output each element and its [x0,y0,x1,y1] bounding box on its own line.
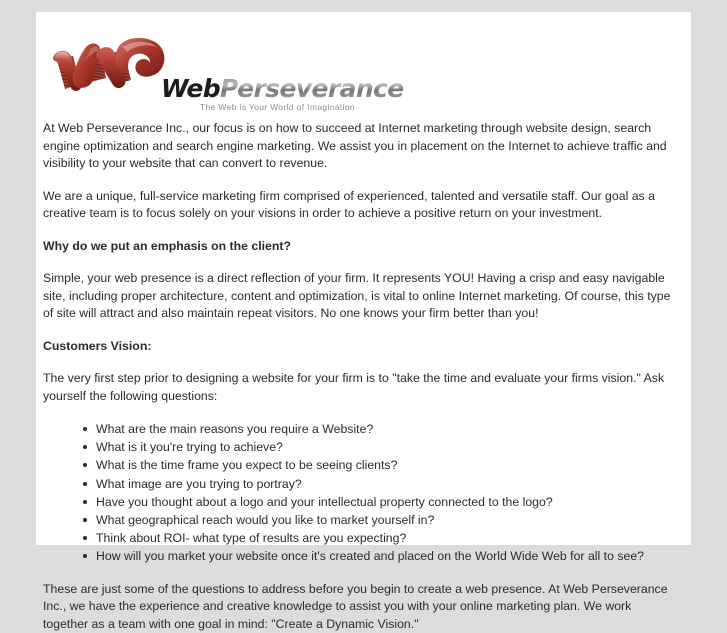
document-content [36,12,691,633]
list-item: Have you thought about a logo and your intellectual property connected to the logo? [83,493,677,511]
about-firm-paragraph: We are a unique, full-service marketing firm comprised of experienced, talented and versatile staff. Our goal as a creative team is to focus solely on your visions in order to achieve a positive return on your investment. [43,188,655,220]
logo-tagline: The Web is Your World of Imagination [200,102,355,112]
list-item: What geographical reach would you like to market yourself in? [83,511,677,529]
list-item: What are the main reasons you require a Website? [83,420,677,438]
list-item: What is the time frame you expect to be seeing clients? [83,456,677,474]
list-item: How will you market your website once it's created and placed on the World Wide Web for all to see? [83,547,677,565]
site-logo[interactable] [43,34,677,112]
logo-wordmark-perseverance: Perseverance [220,74,404,103]
questions-list [43,420,677,566]
intro-paragraph: At Web Perseverance Inc., our focus is on how to succeed at Internet marketing through website design, search engine optimization and search engine marketing. We assist you in placement on the Internet to achieve traffic and visibility to your website that can convert to revenue. [43,121,667,170]
heading-emphasis-on-client: Why do we put an emphasis on the client? [43,238,292,253]
list-item: What is it you're trying to achieve? [83,438,677,456]
first-step-paragraph: The very first step prior to designing a website for your firm is to "take the time and evaluate your firms vision." Ask yourself the following questions: [43,371,665,403]
document-page [36,12,691,631]
list-item: What image are you trying to portray? [83,475,677,493]
logo-wordmark-web: Web [161,74,221,103]
logo-wordmark [161,74,404,103]
web-presence-paragraph: Simple, your web presence is a direct reflection of your firm. It represents YOU! Having a crisp and easy navigable site, including proper architecture, content and optimization, is vital to online Internet marketing. Of course, this type of site will attract and also maintain repeat visitors. No one knows your firm better than you! [43,271,671,320]
closing-paragraph: These are just some of the questions to address before you begin to create a web presence. At Web Perseverance Inc., we have the experience and creative knowledge to assist you with your online marketing plan. We work together as a team with one goal in mind: "Create a Dynamic Vision." [43,581,668,631]
list-item: Think about ROI- what type of results are you expecting? [83,529,677,547]
logo-w-mark-icon [43,34,173,101]
heading-customers-vision: Customers Vision: [43,338,152,353]
